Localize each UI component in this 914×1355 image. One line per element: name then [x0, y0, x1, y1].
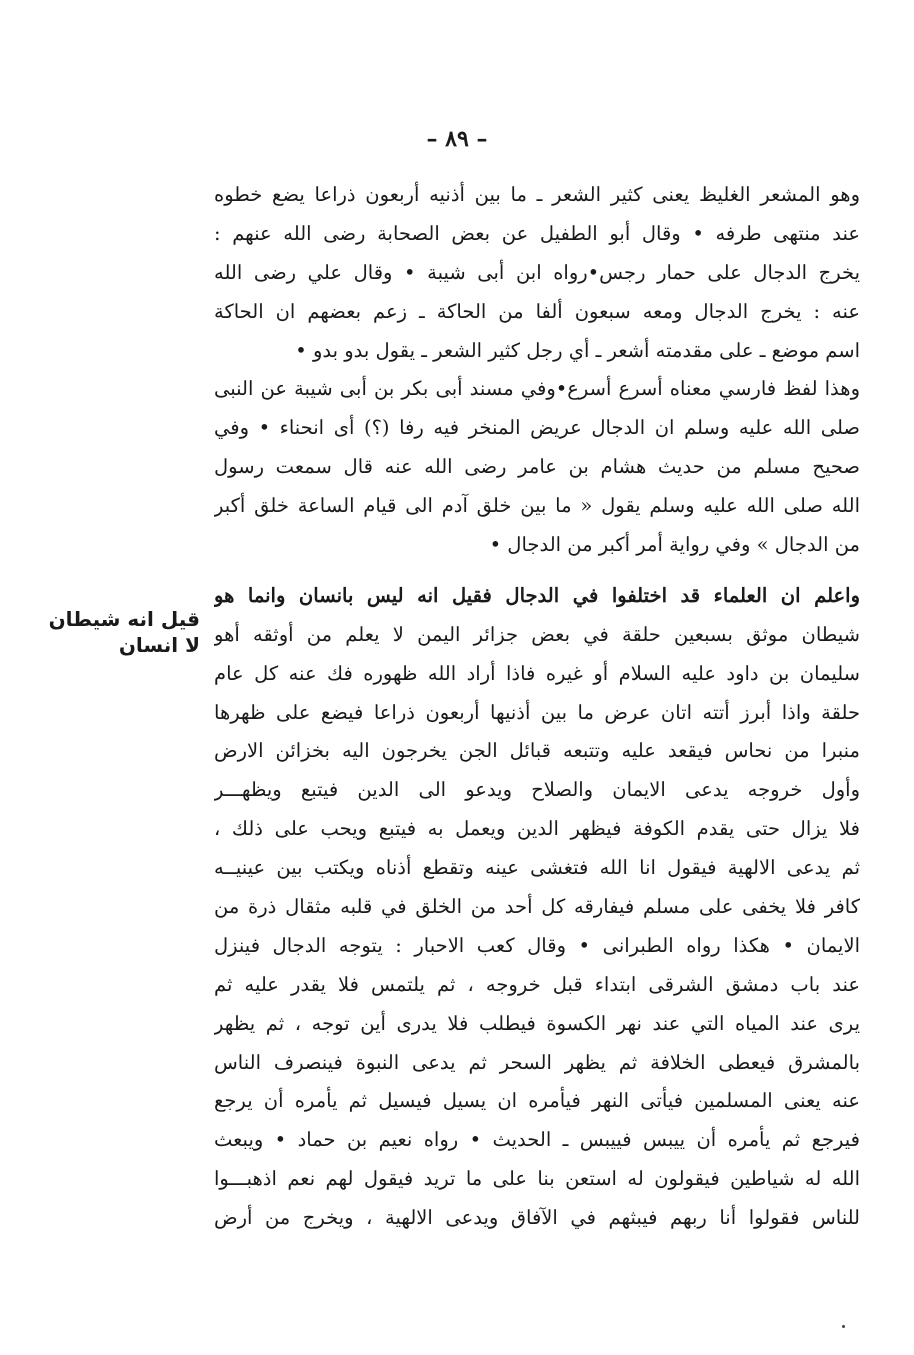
body-text [214, 176, 860, 1238]
text-line: اسم موضع ـ على مقدمته أشعر ـ أي رجل كثير الشعر ـ يقول بدو بدو • [295, 338, 860, 362]
paragraph [214, 1005, 860, 1238]
text-line: صلى الله عليه وسلم ان الدجال عريض المنخر فيه رفا (؟) أى انحناء • وفي [214, 416, 860, 440]
text-line: كافر فلا يخفى على مسلم فيفارقه كل أحد من الخلق في قلبه مثقال ذرة من [214, 895, 860, 919]
text-line: فلا يزال حتى يقدم الكوفة فيظهر الدين ويعمل به فيتبع ويحب على ذلك ، [214, 817, 860, 841]
text-line: حلقة واذا أبرز أتته اتان عرض ما بين أذنيها أربعون ذراعا فيضع على ظهرها [214, 700, 860, 724]
ink-speck [842, 1325, 845, 1328]
text-line: فيرجع ثم يأمره أن ييبس فييبس ـ الحديث • رواه نعيم بن حماد • ويبعث [214, 1128, 860, 1152]
paragraph [214, 176, 860, 370]
text-line: وأول خروجه يدعى الايمان والصلاح ويدعو الى الدين فيتبع ويظهـــر [214, 778, 860, 802]
text-line: وهذا لفظ فارسي معناه أسرع أسرع•وفي مسند أبى بكر بن أبى شيبة عن النبى [214, 377, 860, 401]
text-line: من الدجال » وفي رواية أمر أكبر من الدجال • [489, 533, 860, 557]
text-line: منبرا من نحاس فيقعد عليه وتتبعه قبائل الجن يخرجون اليه بخزائن الارض [214, 739, 860, 763]
margin-note [18, 606, 200, 658]
text-line: يخرج الدجال على حمار رجس•رواه ابن أبى شيبة • وقال علي رضى الله [214, 260, 860, 284]
paragraph-spacer [214, 565, 860, 577]
text-line: شيطان موثق بسبعين حلقة في بعض جزائر اليمن لا يعلم من أوثقه أهو [214, 622, 860, 646]
text-line: وهو المشعر الغليظ يعنى كثير الشعر ـ ما بين أذنيه أربعون ذراعا يضع خطوه [214, 183, 860, 206]
text-line: عنه : يخرج الدجال ومعه سبعون ألفا من الحاكة ـ زعم بعضهم ان الحاكة [214, 299, 860, 323]
text-line: ثم يدعى الالهية فيقول انا الله فتغشى عينه وتقطع أذناه ويكتب بين عينيــه [214, 856, 860, 880]
text-line: يرى عند المياه التي عند نهر الكسوة فيطلب فلا يدرى أين توجه ، ثم يظهر [214, 1011, 860, 1035]
text-line: الله له شياطين فيقولون له استعن بنا على ما تريد فيقول لهم نعم اذهبـــوا [214, 1167, 860, 1191]
text-line: صحيح مسلم من حديث هشام بن عامر رضى الله عنه قال سمعت رسول [214, 455, 860, 479]
text-line: للناس فقولوا أنا ربهم فيبثهم في الآفاق ويدعى الالهية ، ويخرج من أرض [214, 1206, 860, 1230]
text-line: عنه يعنى المسلمين فيأتى النهر فيأمره ان يسيل فيسيل ثم يأمره أن يرجع [214, 1089, 860, 1113]
text-line: عند باب دمشق الشرقى ابتداء قبل خروجه ، ثم يلتمس فلا يقدر عليه ثم [214, 972, 860, 996]
margin-note-line: قيل انه شيطان [48, 607, 200, 631]
paragraph [214, 370, 860, 564]
margin-note-line: لا انسان [118, 633, 200, 657]
paragraph [214, 577, 860, 771]
page-number: – ٨٩ – [426, 126, 488, 152]
paragraph [214, 771, 860, 1004]
text-line: الايمان • هكذا رواه الطبرانى • وقال كعب الاحبار : يتوجه الدجال فينزل [214, 933, 860, 957]
text-line: سليمان بن داود عليه السلام أو غيره فاذا أراد الله ظهوره فك عنه كل عام [214, 661, 860, 685]
text-line: بالمشرق فيعطى الخلافة ثم يظهر السحر ثم يدعى النبوة فينصرف الناس [214, 1050, 860, 1074]
text-line: عند منتهى طرفه • وقال أبو الطفيل عن بعض الصحابة رضى الله عنهم : [214, 221, 860, 245]
text-line: الله صلى الله عليه وسلم يقول « ما بين خلق آدم الى قيام الساعة خلق أكبر [214, 494, 860, 518]
text-line: واعلم ان العلماء قد اختلفوا في الدجال فقيل انه ليس بانسان وانما هو [214, 583, 860, 607]
